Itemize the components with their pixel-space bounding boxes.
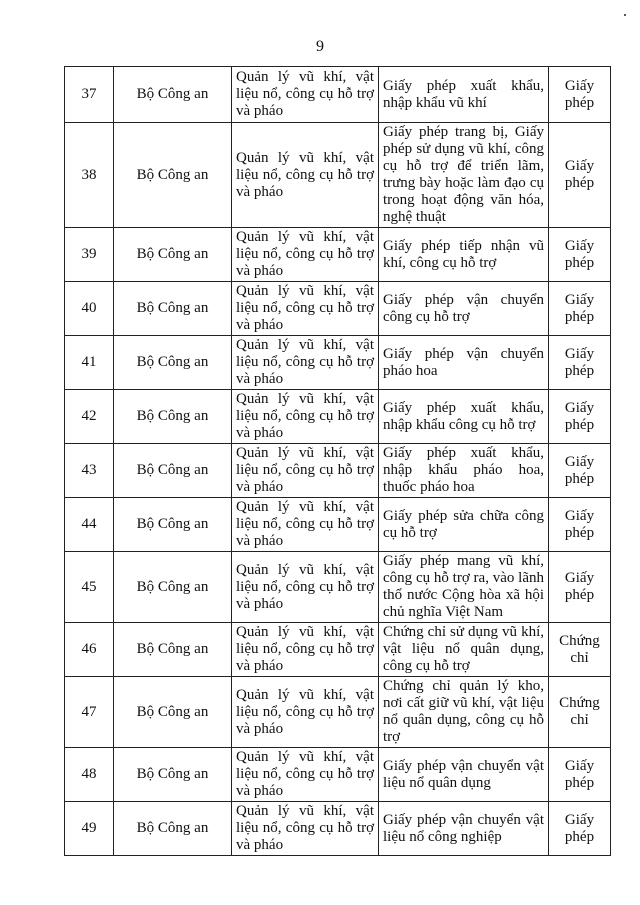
agency-cell: Bộ Công an	[114, 336, 232, 390]
permit-type-cell: Chứng chỉ	[549, 677, 611, 748]
field-cell: Quản lý vũ khí, vật liệu nổ, công cụ hỗ trợ và pháo	[232, 282, 379, 336]
row-number: 40	[65, 282, 114, 336]
field-cell: Quản lý vũ khí, vật liệu nổ, công cụ hỗ trợ và pháo	[232, 67, 379, 123]
agency-cell: Bộ Công an	[114, 802, 232, 856]
field-cell: Quản lý vũ khí, vật liệu nổ, công cụ hỗ trợ và pháo	[232, 498, 379, 552]
agency-cell: Bộ Công an	[114, 390, 232, 444]
permit-type-cell: Giấy phép	[549, 67, 611, 123]
agency-cell: Bộ Công an	[114, 623, 232, 677]
row-number: 43	[65, 444, 114, 498]
agency-cell: Bộ Công an	[114, 67, 232, 123]
field-cell: Quản lý vũ khí, vật liệu nổ, công cụ hỗ trợ và pháo	[232, 228, 379, 282]
permit-name-cell: Giấy phép mang vũ khí, công cụ hỗ trợ ra, vào lãnh thổ nước Cộng hòa xã hội chủ nghĩa Việt Nam	[379, 552, 549, 623]
table-row	[65, 67, 611, 123]
permit-table	[64, 66, 611, 856]
permit-type-cell: Giấy phép	[549, 336, 611, 390]
field-cell: Quản lý vũ khí, vật liệu nổ, công cụ hỗ trợ và pháo	[232, 336, 379, 390]
permit-name-cell: Chứng chỉ sử dụng vũ khí, vật liệu nổ quân dụng, công cụ hỗ trợ	[379, 623, 549, 677]
agency-cell: Bộ Công an	[114, 552, 232, 623]
table-row	[65, 623, 611, 677]
permit-type-cell: Giấy phép	[549, 123, 611, 228]
field-cell: Quản lý vũ khí, vật liệu nổ, công cụ hỗ trợ và pháo	[232, 444, 379, 498]
table-row	[65, 390, 611, 444]
permit-name-cell: Giấy phép sửa chữa công cụ hỗ trợ	[379, 498, 549, 552]
table-row	[65, 748, 611, 802]
permit-type-cell: Chứng chỉ	[549, 623, 611, 677]
table-row	[65, 336, 611, 390]
agency-cell: Bộ Công an	[114, 498, 232, 552]
table-row	[65, 802, 611, 856]
permit-type-cell: Giấy phép	[549, 552, 611, 623]
agency-cell: Bộ Công an	[114, 228, 232, 282]
field-cell: Quản lý vũ khí, vật liệu nổ, công cụ hỗ trợ và pháo	[232, 623, 379, 677]
permit-type-cell: Giấy phép	[549, 390, 611, 444]
permit-type-cell: Giấy phép	[549, 444, 611, 498]
permit-type-cell: Giấy phép	[549, 228, 611, 282]
permit-name-cell: Giấy phép xuất khẩu, nhập khẩu pháo hoa, thuốc pháo hoa	[379, 444, 549, 498]
permit-name-cell: Giấy phép tiếp nhận vũ khí, công cụ hỗ trợ	[379, 228, 549, 282]
permit-name-cell: Giấy phép vận chuyển vật liệu nổ quân dụng	[379, 748, 549, 802]
row-number: 47	[65, 677, 114, 748]
agency-cell: Bộ Công an	[114, 282, 232, 336]
row-number: 44	[65, 498, 114, 552]
table-row	[65, 498, 611, 552]
row-number: 46	[65, 623, 114, 677]
table-row	[65, 282, 611, 336]
row-number: 45	[65, 552, 114, 623]
field-cell: Quản lý vũ khí, vật liệu nổ, công cụ hỗ trợ và pháo	[232, 552, 379, 623]
row-number: 42	[65, 390, 114, 444]
permit-name-cell: Giấy phép xuất khẩu, nhập khẩu công cụ hỗ trợ	[379, 390, 549, 444]
row-number: 48	[65, 748, 114, 802]
permit-name-cell: Giấy phép xuất khẩu, nhập khẩu vũ khí	[379, 67, 549, 123]
row-number: 41	[65, 336, 114, 390]
agency-cell: Bộ Công an	[114, 444, 232, 498]
field-cell: Quản lý vũ khí, vật liệu nổ, công cụ hỗ trợ và pháo	[232, 748, 379, 802]
page-mark	[624, 14, 626, 16]
permit-type-cell: Giấy phép	[549, 282, 611, 336]
permit-type-cell: Giấy phép	[549, 802, 611, 856]
permit-name-cell: Giấy phép vận chuyển pháo hoa	[379, 336, 549, 390]
table-row	[65, 677, 611, 748]
agency-cell: Bộ Công an	[114, 123, 232, 228]
page-number: 9	[316, 38, 324, 55]
row-number: 37	[65, 67, 114, 123]
agency-cell: Bộ Công an	[114, 748, 232, 802]
permit-name-cell: Giấy phép vận chuyển vật liệu nổ công nghiệp	[379, 802, 549, 856]
permit-name-cell: Chứng chỉ quản lý kho, nơi cất giữ vũ khí, vật liệu nổ quân dụng, công cụ hỗ trợ	[379, 677, 549, 748]
permit-type-cell: Giấy phép	[549, 498, 611, 552]
permit-name-cell: Giấy phép vận chuyển công cụ hỗ trợ	[379, 282, 549, 336]
field-cell: Quản lý vũ khí, vật liệu nổ, công cụ hỗ trợ và pháo	[232, 802, 379, 856]
permit-type-cell: Giấy phép	[549, 748, 611, 802]
row-number: 39	[65, 228, 114, 282]
row-number: 38	[65, 123, 114, 228]
permit-name-cell: Giấy phép trang bị, Giấy phép sử dụng vũ khí, công cụ hỗ trợ để triển lãm, trưng bày hoặc làm đạo cụ trong hoạt động văn hóa, nghệ thuật	[379, 123, 549, 228]
agency-cell: Bộ Công an	[114, 677, 232, 748]
table-row	[65, 444, 611, 498]
field-cell: Quản lý vũ khí, vật liệu nổ, công cụ hỗ trợ và pháo	[232, 123, 379, 228]
field-cell: Quản lý vũ khí, vật liệu nổ, công cụ hỗ trợ và pháo	[232, 677, 379, 748]
table-row	[65, 123, 611, 228]
table-row	[65, 552, 611, 623]
row-number: 49	[65, 802, 114, 856]
table-row	[65, 228, 611, 282]
field-cell: Quản lý vũ khí, vật liệu nổ, công cụ hỗ trợ và pháo	[232, 390, 379, 444]
